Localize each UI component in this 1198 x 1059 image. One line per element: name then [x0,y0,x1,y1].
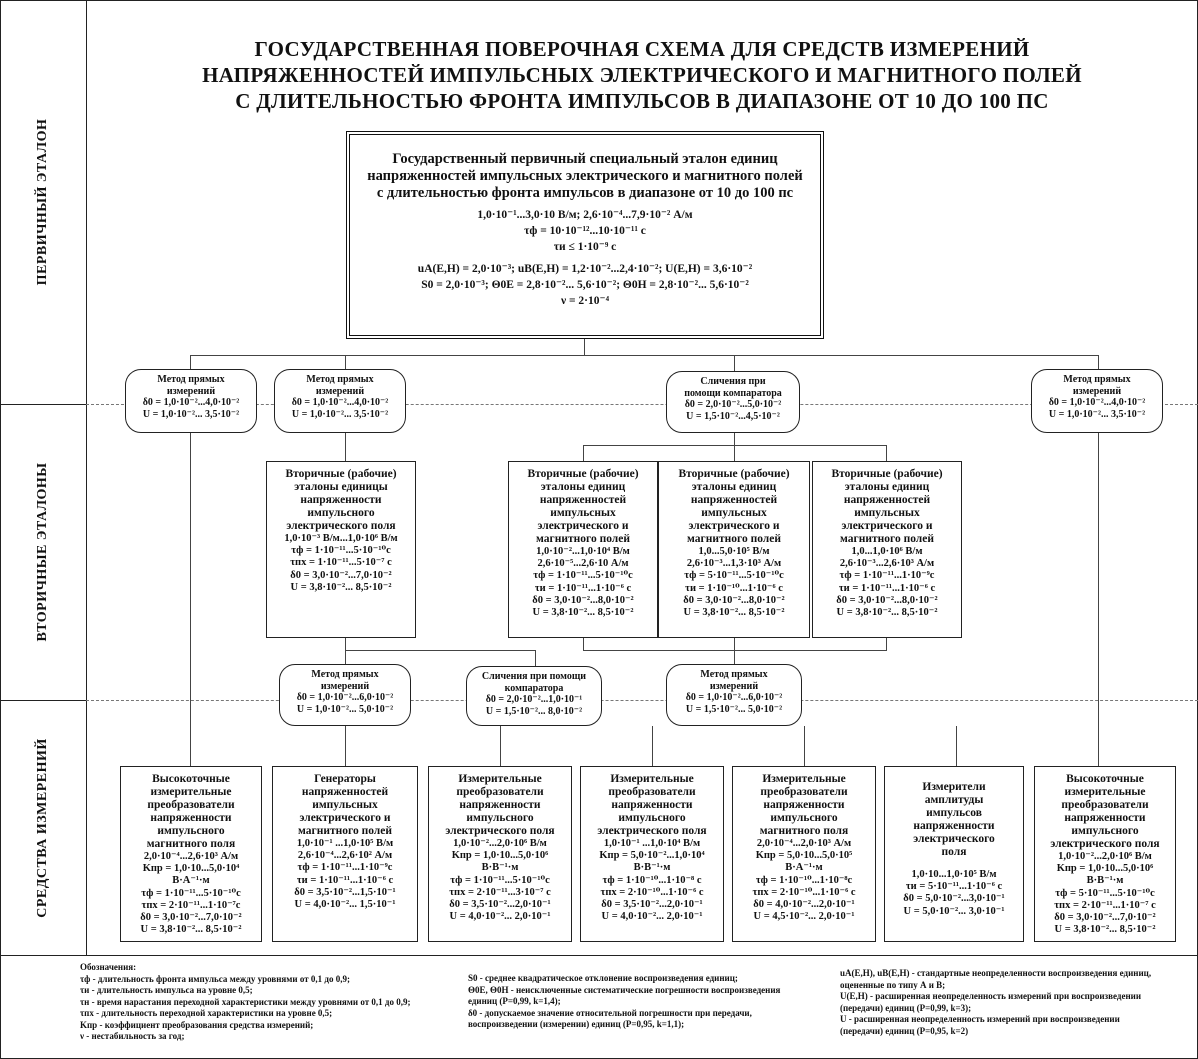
connector [500,726,501,766]
legend-separator [0,955,1198,956]
primary-standard-heading: Государственный первичный специальный эталон единиц напряженностей импульсных электрического и магнитного полей с длительностью фронта импульсов в диапазоне от 10 до 100 пс [367,151,803,201]
connector [345,355,346,369]
separator-secondary-instruments [86,700,1198,701]
method-direct-2: Метод прямых измерений δ0 = 1,0·10⁻²...4,0·10⁻² U = 1,0·10⁻²... 3,5·10⁻² [274,369,406,433]
method-direct-4: Метод прямых измерений δ0 = 1,0·10⁻²...6,0·10⁻² U = 1,0·10⁻²... 5,0·10⁻² [279,664,411,726]
connector [190,355,191,369]
connector [190,355,1099,356]
secondary-standard-1: Вторичные (рабочие) эталоны единицы напряженности импульсного электрического поля 1,0·10⁻³ В/м...1,0·10⁶ В/м τф = 1·10⁻¹¹...5·10⁻¹⁰с τпх = 1·10⁻¹¹...5·10⁻⁷ с δ0 = 3,0·10⁻²...7,0·10⁻² U = 3,8·10⁻²... 8,5·10⁻² [266,461,416,638]
section-secondary-label: ВТОРИЧНЫЕ ЭТАЛОНЫ [35,462,50,642]
connector [535,650,536,666]
connector [886,638,887,650]
connector [584,339,585,355]
connector [583,638,584,650]
connector [734,433,735,445]
legend-col-1: Обозначения: τф - длительность фронта импульса между уровнями от 0,1 до 0,9; τи - длительность импульса на уровне 0,5; τн - время нарастания переходной характеристики между уровнями от 0,1 до 0,9; τпх - длительность переходной характеристики на уровне 0,5; Kпр - коэффициент преобразования средства измерений; ν - нестабильность за год; [80,962,411,1041]
connector [190,433,191,766]
primary-standard-box [346,131,824,339]
instrument-6: Измерители амплитуды импульсов напряженности электрического поля 1,0·10...1,0·10⁵ В/м τи = 5·10⁻¹¹...1·10⁻⁶ с δ0 = 5,0·10⁻²...3,0·10⁻¹ U = 5,0·10⁻²... 3,0·10⁻¹ [884,766,1024,942]
connector [345,650,535,651]
section-instruments [0,700,87,955]
connector [583,445,584,461]
section-primary-label: ПЕРВИЧНЫЙ ЭТАЛОН [35,118,50,286]
connector [345,726,346,766]
instrument-2: Генераторы напряженностей импульсных электрического и магнитного полей 1,0·10⁻¹ ...1,0·10⁵ В/м 2,6·10⁻⁴...2,6·10² А/м τф = 1·10⁻¹¹...1·10⁻⁹с τи = 1·10⁻¹¹...1·10⁻⁶ с δ0 = 3,5·10⁻²...1,5·10⁻¹ U = 4,0·10⁻²... 1,5·10⁻¹ [272,766,418,942]
method-direct-1: Метод прямых измерений δ0 = 1,0·10⁻²...4,0·10⁻² U = 1,0·10⁻²... 3,5·10⁻² [125,369,257,433]
connector [345,638,346,664]
connector [652,726,653,766]
method-comparator-1: Сличения при помощи компаратора δ0 = 2,0·10⁻²...5,0·10⁻² U = 1,5·10⁻²...4,5·10⁻² [666,371,800,433]
connector [956,726,957,766]
connector [734,638,735,664]
primary-standard-params: 1,0·10⁻¹...3,0·10 В/м; 2,6·10⁻⁴...7,9·10⁻² А/м τф = 10·10⁻¹²...10·10⁻¹¹ с τи ≤ 1·10⁻⁹ с uA(E,H) = 2,0·10⁻³; uB(E,H) = 1,2·10⁻²...2,4·10⁻²; U(E,H) = 3,6·10⁻² S0 = 2,0·10⁻³; Θ0E = 2,8·10⁻²... 5,6·10⁻²; Θ0H = 2,8·10⁻²... 5,6·10⁻² ν = 2·10⁻⁴ [417,209,753,307]
instrument-3: Измерительные преобразователи напряженности импульсного электрического поля 1,0·10⁻²...2,0·10⁶ В/м Kпр = 1,0·10...5,0·10⁶ В·В⁻¹·м τф = 1·10⁻¹¹...5·10⁻¹⁰с τпх = 2·10⁻¹¹...3·10⁻⁷ с δ0 = 3,5·10⁻²...2,0·10⁻¹ U = 4,0·10⁻²... 2,0·10⁻¹ [428,766,572,942]
section-secondary [0,404,87,701]
legend-col-3: uA(E,H), uB(E,H) - стандартные неопределенности воспроизведения единиц, оцененные по типу А и В; U(E,H) - расширенная неопределенность измерений при воспроизведении (передачи) единиц (P=0,99, k=3); U - расширенная неопределенность измерений при воспроизведении (передачи) единиц (P=0,95, k=2) [840,968,1152,1036]
method-direct-5: Метод прямых измерений δ0 = 1,0·10⁻²...6,0·10⁻² U = 1,5·10⁻²... 5,0·10⁻² [666,664,802,726]
instrument-4: Измерительные преобразователи напряженности импульсного электрического поля 1,0·10⁻¹ ...1,0·10⁴ В/м Kпр = 5,0·10⁻²...1,0·10⁴ В·В⁻¹·м τф = 1·10⁻¹⁰...1·10⁻⁸ с τпх = 2·10⁻¹⁰...1·10⁻⁶ с δ0 = 3,5·10⁻²...2,0·10⁻¹ U = 4,0·10⁻²... 2,0·10⁻¹ [580,766,724,942]
connector [583,650,887,651]
page-title: ГОСУДАРСТВЕННАЯ ПОВЕРОЧНАЯ СХЕМА ДЛЯ СРЕДСТВ ИЗМЕРЕНИЙ НАПРЯЖЕННОСТЕЙ ИМПУЛЬСНЫХ ЭЛЕКТРИЧЕСКОГО И МАГНИТНОГО ПОЛЕЙ С ДЛИТЕЛЬНОСТЬЮ ФРОНТА ИМПУЛЬСОВ В ДИАПАЗОНЕ ОТ 10 ДО 100 ПС [202,37,1082,113]
connector [886,445,887,461]
section-instruments-label: СРЕДСТВА ИЗМЕРЕНИЙ [35,737,50,918]
instrument-5: Измерительные преобразователи напряженности импульсного магнитного поля 2,0·10⁻⁴...2,0·10³ А/м Kпр = 5,0·10...5,0·10⁵ В·А⁻¹·м τф = 1·10⁻¹⁰...1·10⁻⁸с τпх = 2·10⁻¹⁰...1·10⁻⁶ с δ0 = 4,0·10⁻²...2,0·10⁻¹ U = 4,5·10⁻²... 2,0·10⁻¹ [732,766,876,942]
secondary-standard-2: Вторичные (рабочие) эталоны единиц напряженностей импульсных электрического и магнитного полей 1,0·10⁻²...1,0·10⁴ В/м 2,6·10⁻⁵...2,6·10 А/м τф = 1·10⁻¹¹...5·10⁻¹⁰с τи = 1·10⁻¹¹...1·10⁻⁶ с δ0 = 3,0·10⁻²...8,0·10⁻² U = 3,8·10⁻²... 8,5·10⁻² [508,461,658,638]
connector [804,726,805,766]
instrument-7: Высокоточные измерительные преобразователи напряженности импульсного электрического поля 1,0·10⁻²...2,0·10⁶ В/м Kпр = 1,0·10...5,0·10⁶ В·В⁻¹·м τф = 5·10⁻¹¹...5·10⁻¹⁰с τпх = 2·10⁻¹¹...1·10⁻⁷ с δ0 = 3,0·10⁻²...7,0·10⁻² U = 3,8·10⁻²... 8,5·10⁻² [1034,766,1176,942]
secondary-standard-3: Вторичные (рабочие) эталоны единиц напряженностей импульсных электрического и магнитного полей 1,0...5,0·10⁵ В/м 2,6·10⁻³...1,3·10³ А/м τф = 5·10⁻¹¹...5·10⁻¹⁰с τи = 1·10⁻¹⁰...1·10⁻⁶ с δ0 = 3,0·10⁻²...8,0·10⁻² U = 3,8·10⁻²... 8,5·10⁻² [658,461,810,638]
connector [734,355,735,371]
method-direct-3: Метод прямых измерений δ0 = 1,0·10⁻²...4,0·10⁻² U = 1,0·10⁻²... 3,5·10⁻² [1031,369,1163,433]
connector [1098,433,1099,766]
instrument-1: Высокоточные измерительные преобразователи напряженности импульсного магнитного поля 2,0·10⁻⁴...2,6·10³ А/м Kпр = 1,0·10...5,0·10⁴ В·А⁻¹·м τф = 1·10⁻¹¹...5·10⁻¹⁰с τпх = 2·10⁻¹¹...1·10⁻⁷с δ0 = 3,0·10⁻²...7,0·10⁻² U = 3,8·10⁻²... 8,5·10⁻² [120,766,262,942]
legend-col-2: S0 - среднее квадратическое отклонение воспроизведения единиц; Θ0E, Θ0H - неисключенные систематические погрешности воспроизведения единиц (P=0,99, k=1,4); δ0 - допускаемое значение относительной погрешности при передачи, воспроизведении (измерении) единиц (P=0,95, k=1,1); [468,973,781,1029]
connector [345,433,346,461]
method-comparator-2: Сличения при помощи компаратора δ0 = 2,0·10⁻²...1,0·10⁻¹ U = 1,5·10⁻²... 8,0·10⁻² [466,666,602,726]
secondary-standard-4: Вторичные (рабочие) эталоны единиц напряженностей импульсных электрического и магнитного полей 1,0...1,0·10⁶ В/м 2,6·10⁻³...2,6·10³ А/м τф = 1·10⁻¹¹...1·10⁻⁹с τи = 1·10⁻¹¹...1·10⁻⁶ с δ0 = 3,0·10⁻²...8,0·10⁻² U = 3,8·10⁻²... 8,5·10⁻² [812,461,962,638]
connector [1098,355,1099,369]
connector [734,445,735,461]
section-primary [0,0,87,405]
